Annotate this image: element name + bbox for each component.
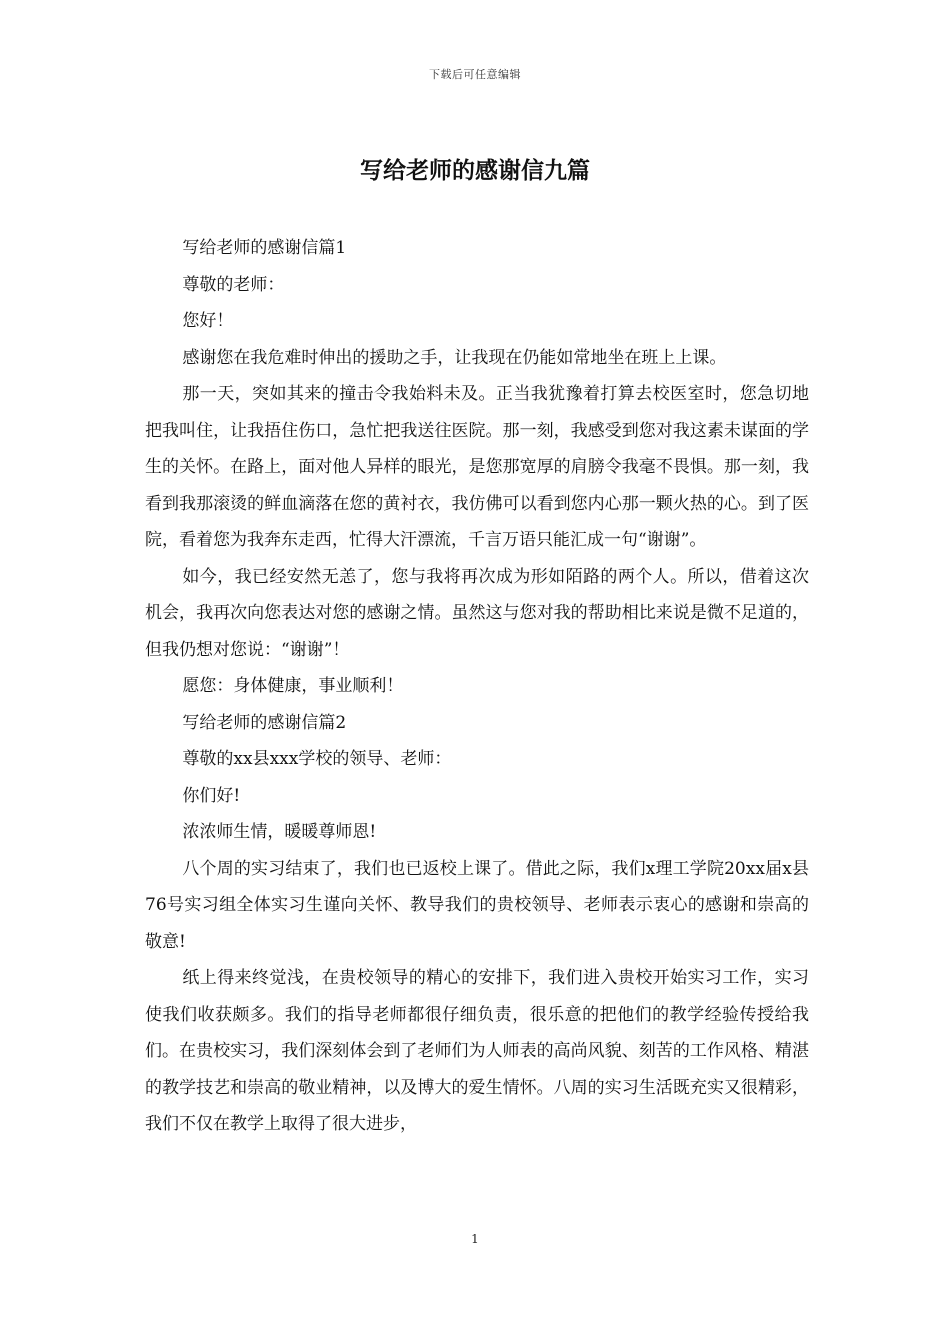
paragraph-closing-wish: 愿您：身体健康，事业顺利！ <box>182 676 404 696</box>
paragraph-body: 那一天，突如其来的撞击令我始料未及。正当我犹豫着打算去校医室时，您急切地把我叫住，让我捂住伤口，急忙把我送往医院。那一刻，我感受到您对我这素未谋面的学生的关怀。在路上，面对他人异样的眼光，是您那宽厚的肩膀令我毫不畏惧。那一刻，我看到我那滚烫的鲜血滴落在您的黄衬衣，我仿佛可以看到您内心那一颗火热的心。到了医院，看着您为我奔东走西，忙得大汗漂流，千言万语只能汇成一句“谢谢”。 <box>145 384 809 550</box>
page-number: 1 <box>471 1232 479 1246</box>
document-title: 写给老师的感谢信九篇 <box>360 157 590 184</box>
paragraph-body: 感谢您在我危难时伸出的援助之手，让我现在仍能如常地坐在班上上课。 <box>182 347 727 368</box>
paragraph-salutation: 尊敬的xx县xxx学校的领导、老师： <box>182 749 452 769</box>
paragraph-body: 如今，我已经安然无恙了，您与我将再次成为形如陌路的两个人。所以，借着这次机会，我再次向您表达对您的感谢之情。虽然这与您对我的帮助相比来说是微不足道的，但我仍想对您说：“谢谢”！ <box>145 566 809 660</box>
paragraph-salutation: 尊敬的老师： <box>182 274 285 295</box>
paragraph-body: 浓浓师生情，暖暖尊师恩! <box>182 822 377 842</box>
paragraph-greeting: 您好！ <box>182 311 234 331</box>
header-note: 下载后可任意编辑 <box>429 68 521 81</box>
paragraph-greeting: 你们好! <box>182 785 241 806</box>
document-body <box>145 230 809 1143</box>
paragraph-body: 八个周的实习结束了，我们也已返校上课了。借此之际，我们x理工学院20xx届x县76号实习组全体实习生谨向关怀、教导我们的贵校领导、老师表示衷心的感谢和崇高的敬意! <box>145 858 809 952</box>
paragraph-letter-2-heading: 写给老师的感谢信篇2 <box>182 712 347 733</box>
paragraph-letter-1-heading: 写给老师的感谢信篇1 <box>182 238 347 258</box>
paragraph-body: 纸上得来终觉浅，在贵校领导的精心的安排下，我们进入贵校开始实习工作，实习使我们收获颇多。我们的指导老师都很仔细负责，很乐意的把他们的教学经验传授给我们。在贵校实习，我们深刻体会到了老师们为人师表的高尚风貌、刻苦的工作风格、精湛的教学技艺和崇高的敬业精神，以及博大的爱生情怀。八周的实习生活既充实又很精彩，我们不仅在教学上取得了很大进步， <box>145 968 809 1134</box>
